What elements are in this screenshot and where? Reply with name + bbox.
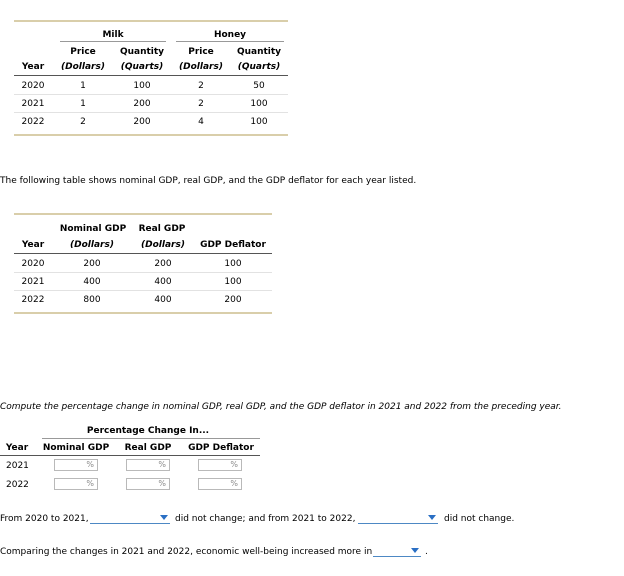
milk-group-underline	[60, 41, 166, 42]
table-3-year-header: Year	[5, 443, 29, 453]
table-1-bottom-rule	[14, 134, 288, 136]
table-3-nominal-header: Nominal GDP	[42, 443, 110, 453]
gdp-deflator-2022-input[interactable]: %	[198, 478, 242, 490]
table-1-cell: 2022	[21, 117, 45, 127]
table-1-cell: 2	[80, 117, 86, 127]
honey-price-header: Price	[188, 47, 214, 57]
table-2-cell: 2022	[21, 295, 45, 305]
table-2-cell: 100	[224, 277, 242, 287]
table-3-year-2022: 2022	[6, 480, 29, 490]
percentage-change-caption: Percentage Change In...	[86, 426, 210, 436]
table-2-cell: 200	[154, 259, 172, 269]
table-1-cell: 200	[133, 99, 151, 109]
chevron-down-icon	[411, 548, 419, 553]
table-1-cell: 100	[250, 99, 268, 109]
table-3-real-header: Real GDP	[124, 443, 172, 453]
chevron-down-icon	[160, 515, 168, 520]
milk-price-header: Price	[70, 47, 96, 57]
table-1-cell: 50	[253, 81, 265, 91]
milk-quantity-unit: (Quarts)	[120, 62, 164, 72]
nominal-gdp-unit: (Dollars)	[70, 240, 114, 250]
sentence-2-prefix: Comparing the changes in 2021 and 2022, economic well-being increased more in	[0, 547, 373, 557]
table-2-top-rule	[14, 213, 272, 215]
percentage-change-underline	[42, 438, 260, 439]
honey-group-header: Honey	[213, 30, 247, 40]
milk-group-header: Milk	[102, 30, 124, 40]
table-1-cell: 200	[133, 117, 151, 127]
real-gdp-unit: (Dollars)	[141, 240, 185, 250]
nominal-gdp-header: Nominal GDP	[59, 224, 127, 234]
row-divider	[14, 112, 288, 113]
dropdown-well-being-year[interactable]	[373, 545, 421, 557]
table-2-cell: 2021	[21, 277, 45, 287]
table-1-cell: 100	[250, 117, 268, 127]
nominal-gdp-2022-input[interactable]: %	[54, 478, 98, 490]
table-1-cell: 2020	[21, 81, 45, 91]
compute-instructions: Compute the percentage change in nominal GDP, real GDP, and the GDP deflator in 2021 and 2022 from the preceding year.	[0, 402, 562, 412]
sentence-1-suffix: did not change.	[444, 514, 515, 524]
table-2-cell: 400	[154, 295, 172, 305]
real-gdp-header: Real GDP	[138, 224, 186, 234]
honey-price-unit: (Dollars)	[179, 62, 223, 72]
row-divider	[14, 272, 272, 273]
table-2-bottom-rule	[14, 312, 272, 314]
table-2-cell: 400	[154, 277, 172, 287]
sentence-1-prefix: From 2020 to 2021,	[0, 514, 89, 524]
table-3-year-2021: 2021	[6, 461, 29, 471]
row-divider	[14, 94, 288, 95]
honey-quantity-header: Quantity	[236, 47, 282, 57]
intro-text: The following table shows nominal GDP, real GDP, and the GDP deflator for each year listed.	[0, 176, 417, 186]
chevron-down-icon	[428, 515, 436, 520]
table-2-cell: 800	[83, 295, 101, 305]
gdp-deflator-header: GDP Deflator	[200, 240, 266, 250]
sentence-1-middle: did not change; and from 2021 to 2022,	[175, 514, 356, 524]
milk-quantity-header: Quantity	[119, 47, 165, 57]
row-divider	[14, 290, 272, 291]
table-1-cell: 1	[80, 81, 86, 91]
milk-price-unit: (Dollars)	[61, 62, 105, 72]
table-1-year-header: Year	[21, 62, 45, 72]
table-2-header-rule	[14, 253, 272, 254]
table-1-cell: 100	[133, 81, 151, 91]
honey-group-underline	[176, 41, 284, 42]
table-3-deflator-header: GDP Deflator	[188, 443, 254, 453]
table-2-cell: 100	[224, 259, 242, 269]
dropdown-2020-2021[interactable]	[90, 512, 170, 524]
table-1-cell: 4	[198, 117, 204, 127]
table-2-cell: 400	[83, 277, 101, 287]
sentence-2-suffix: .	[425, 547, 428, 557]
table-3-header-rule	[0, 455, 260, 456]
table-1-top-rule	[14, 20, 288, 22]
real-gdp-2021-input[interactable]: %	[126, 459, 170, 471]
gdp-deflator-2021-input[interactable]: %	[198, 459, 242, 471]
real-gdp-2022-input[interactable]: %	[126, 478, 170, 490]
table-1-cell: 2021	[21, 99, 45, 109]
nominal-gdp-2021-input[interactable]: %	[54, 459, 98, 471]
dropdown-2021-2022[interactable]	[358, 512, 438, 524]
table-2-cell: 200	[224, 295, 242, 305]
table-1-cell: 2	[198, 81, 204, 91]
table-2-year-header: Year	[21, 240, 45, 250]
table-2-cell: 2020	[21, 259, 45, 269]
table-1-header-rule	[14, 75, 288, 76]
table-1-cell: 1	[80, 99, 86, 109]
table-1-cell: 2	[198, 99, 204, 109]
honey-quantity-unit: (Quarts)	[237, 62, 281, 72]
table-2-cell: 200	[83, 259, 101, 269]
